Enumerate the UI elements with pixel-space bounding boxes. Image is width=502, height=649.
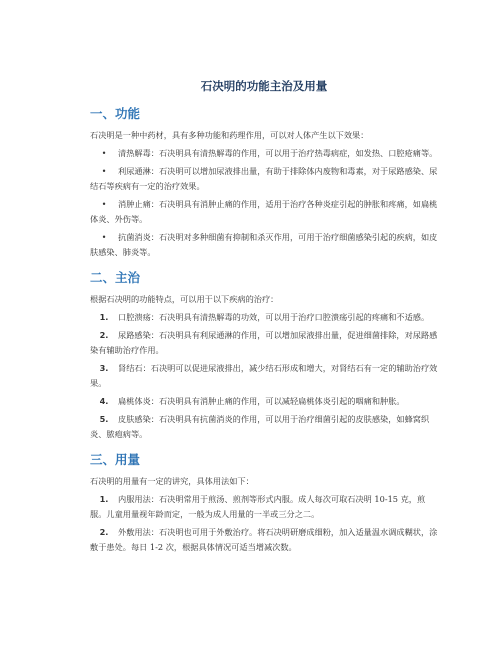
section-intro: 根据石决明的功能特点，可以用于以下疾病的治疗： [90,294,279,304]
section-intro: 石决明是一种中药材，具有多种功能和药理作用，可以对人体产生以下效果： [90,130,369,140]
list-item [90,412,438,442]
list-item [90,328,438,358]
bullet-marker: • [101,166,107,176]
item-text: 内服用法：石决明常用于煎汤、煎剂等形式内服。成人每次可取石决明 10-15 克，煎服。儿童用量视年龄而定，一般为成人用量的一半或三分之二。 [90,494,426,519]
item-text: 皮肤感染：石决明具有抗菌消炎的作用，可以用于治疗细菌引起的皮肤感染，如蜂窝织炎、脓疱病等。 [90,414,430,439]
list-item [90,146,438,161]
section-heading: 三、用量 [90,452,141,467]
item-text: 消肿止痛：石决明具有消肿止痛的作用，适用于治疗各种炎症引起的肿胀和疼痛，如扁桃体炎、外伤等。 [90,199,438,224]
item-text: 抗菌消炎：石决明对多种细菌有抑制和杀灭作用，可用于治疗细菌感染引起的疾病，如皮肤感染、肺炎等。 [90,232,438,257]
bullet-marker: • [101,199,107,209]
section-heading: 一、功能 [90,106,141,121]
list-item [90,230,438,260]
item-text: 扁桃体炎：石决明具有消肿止痛的作用，可以减轻扁桃体炎引起的咽痛和肿胀。 [118,396,405,406]
list-item [90,525,438,555]
list-item [90,394,438,409]
item-text: 利尿通淋：石决明可以增加尿液排出量，有助于排除体内废物和毒素，对于尿路感染、尿结石等疾病有一定的治疗效果。 [90,166,438,191]
item-text: 肾结石：石决明可以促进尿液排出，减少结石形成和增大，对肾结石有一定的辅助治疗效果。 [90,363,438,388]
bullet-marker: • [101,232,107,242]
section-function [90,104,438,260]
item-text: 尿路感染：石决明具有利尿通淋的作用，可以增加尿液排出量，促进细菌排除，对尿路感染有辅助治疗作用。 [90,330,438,355]
item-text: 口腔溃疡：石决明具有清热解毒的功效，可以用于治疗口腔溃疡引起的疼痛和不适感。 [118,312,430,322]
section-heading: 二、主治 [90,270,141,285]
section-dosage [90,450,438,555]
list-item [90,361,438,391]
document-page [90,78,438,558]
item-text: 外敷用法：石决明也可用于外敷治疗。将石决明研磨成细粉，加入适量温水调成糊状，涂敷于患处。每日 1-2 次，根据具体情况可适当增减次数。 [90,527,438,552]
document-title: 石决明的功能主治及用量 [200,79,328,93]
section-intro: 石决明的用量有一定的讲究，具体用法如下： [90,476,254,486]
list-item [90,197,438,227]
number-marker: 2. [99,527,109,537]
bullet-marker: • [101,148,107,158]
number-marker: 3. [99,363,109,373]
number-marker: 1. [99,312,109,322]
list-item [90,492,438,522]
number-marker: 2. [99,330,109,340]
number-marker: 1. [99,494,109,504]
section-indications [90,268,438,442]
list-item [90,310,438,325]
list-item [90,164,438,194]
number-marker: 4. [99,396,109,406]
number-marker: 5. [99,414,109,424]
item-text: 清热解毒：石决明具有清热解毒的作用，可以用于治疗热毒病症，如发热、口腔疮痛等。 [118,148,438,158]
